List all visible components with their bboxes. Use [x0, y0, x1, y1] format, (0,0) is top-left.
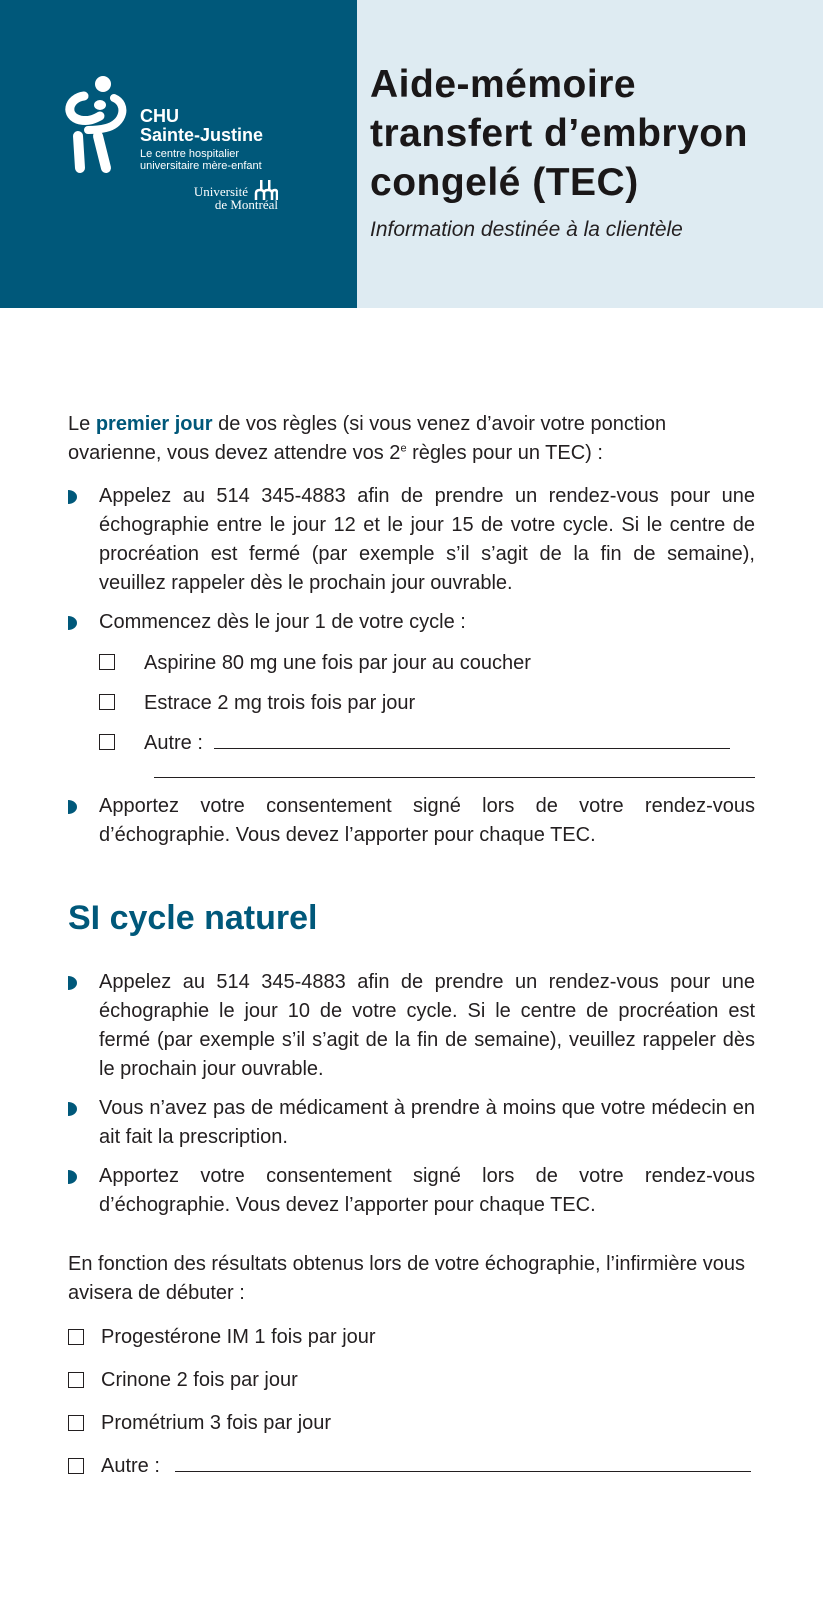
list-item — [68, 1162, 755, 1220]
bullet-text: Vous n’avez pas de médicament à prendre à moins que votre médecin en ait fait la prescription. — [99, 1097, 755, 1148]
logo-tagline — [140, 148, 262, 172]
intro-superscript: e — [400, 442, 407, 455]
natural-cycle-list — [68, 968, 755, 1220]
checklist-label: Crinone 2 fois par jour — [101, 1369, 298, 1391]
document-title — [370, 60, 810, 207]
affiliation-line1: Université — [193, 184, 248, 199]
bullet-text: Appelez au 514 345-4883 afin de prendre un rendez-vous pour une échographie entre le jour 12 et le jour 15 de votre cycle. Si le centre de procréation est fermé (par exemple s’il s’agit de la fin de semaine), veuillez rappeler dès le prochain jour ouvrable. — [99, 485, 755, 594]
checkbox[interactable] — [99, 734, 115, 750]
bullet-text: Appelez au 514 345-4883 afin de prendre un rendez-vous pour une échographie le jour 10 de votre cycle. Si le centre de procréation est fermé (par exemple s’il s’agit de la fin de semaine), veuillez rappeler dès le prochain jour ouvrable. — [99, 971, 755, 1080]
chu-sainte-justine-logo-icon — [62, 74, 132, 180]
checkbox[interactable] — [68, 1329, 84, 1345]
half-circle-bullet-icon — [68, 976, 77, 990]
list-item — [68, 968, 755, 1084]
bullet-text: Commencez dès le jour 1 de votre cycle : — [99, 611, 466, 633]
title-line1: Aide-mémoire — [370, 63, 637, 106]
checklist-label: Progestérone IM 1 fois par jour — [101, 1326, 376, 1348]
checkbox[interactable] — [99, 654, 115, 670]
checklist-label: Estrace 2 mg trois fois par jour — [144, 692, 416, 714]
checkbox[interactable] — [99, 694, 115, 710]
document-subtitle: Information destinée à la clientèle — [370, 218, 683, 241]
half-circle-bullet-icon — [68, 1170, 77, 1184]
checklist-item-prometrium[interactable] — [68, 1402, 755, 1445]
autre-fill-line[interactable] — [214, 730, 730, 749]
checkbox[interactable] — [68, 1372, 84, 1388]
checklist-item-crinone[interactable] — [68, 1359, 755, 1402]
checklist-label: Prométrium 3 fois par jour — [101, 1412, 332, 1434]
autre-fill-line[interactable] — [175, 1453, 751, 1472]
logo-panel — [0, 0, 357, 308]
list-item — [68, 482, 755, 598]
checkbox[interactable] — [68, 1458, 84, 1474]
logo-name-line1: CHU — [140, 106, 179, 126]
checklist-label: Autre : — [101, 1455, 160, 1477]
checklist-item-progesterone[interactable] — [68, 1316, 755, 1359]
intro-paragraph — [68, 410, 755, 468]
affiliation-line2: de Montréal — [214, 197, 278, 212]
logo-name-line2: Sainte-Justine — [140, 125, 264, 145]
progesterone-checklist — [68, 1316, 755, 1488]
intro-highlight: premier jour — [95, 413, 213, 435]
section-heading-cycle-naturel: SI cycle naturel — [68, 899, 318, 937]
title-line3: congelé (TEC) — [370, 161, 639, 204]
medication-checklist — [68, 643, 755, 778]
checklist-item-autre[interactable] — [68, 1445, 755, 1488]
content — [68, 410, 755, 1488]
bullet-text: Apportez votre consentement signé lors de votre rendez-vous d’échographie. Vous devez l’apporter pour chaque TEC. — [99, 1165, 755, 1216]
logo-tagline-line1: Le centre hospitalier — [140, 148, 240, 160]
half-circle-bullet-icon — [68, 800, 77, 814]
intro-text-b: règles pour un TEC) : — [406, 442, 603, 464]
intro-prefix: Le — [68, 413, 96, 435]
list-item — [68, 1094, 755, 1152]
title-line2: transfert d’embryon — [370, 112, 748, 155]
checkbox[interactable] — [68, 1415, 84, 1431]
checklist-item-aspirine[interactable] — [68, 643, 755, 683]
bullet-text: Apportez votre consentement signé lors de votre rendez-vous d’échographie. Vous devez l’apporter pour chaque TEC. — [99, 795, 755, 846]
half-circle-bullet-icon — [68, 490, 77, 504]
checklist-item-estrace[interactable] — [68, 683, 755, 723]
half-circle-bullet-icon — [68, 616, 77, 630]
udem-emblem-icon — [254, 180, 278, 200]
logo-tagline-line2: universitaire mère-enfant — [140, 160, 262, 172]
checklist-label: Aspirine 80 mg une fois par jour au coucher — [144, 652, 531, 674]
after-echography-text: En fonction des résultats obtenus lors de votre échographie, l’infirmière vous avisera de débuter : — [68, 1253, 746, 1304]
checklist-label: Autre : — [144, 732, 203, 754]
header — [0, 0, 823, 308]
checklist-item-autre[interactable] — [68, 723, 755, 763]
half-circle-bullet-icon — [68, 1102, 77, 1116]
autre-fill-line-2[interactable] — [154, 763, 755, 778]
logo-name — [140, 107, 263, 145]
list-item — [68, 608, 755, 637]
list-item — [68, 792, 755, 850]
intro-text-a: de vos règles (si vous venez d’avoir votre ponction ovarienne, vous devez attendre vos 2 — [68, 413, 667, 464]
